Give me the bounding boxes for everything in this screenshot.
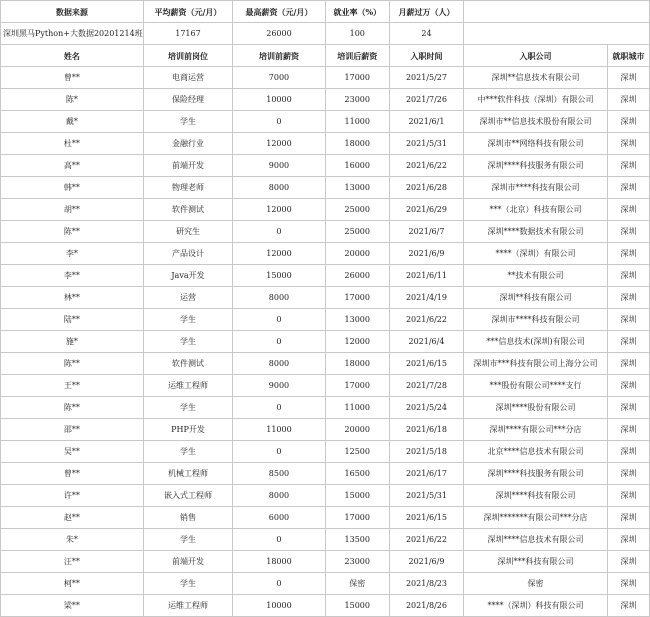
table-cell[interactable]: 保密 — [325, 573, 389, 595]
table-cell[interactable]: 吴** — [1, 441, 144, 463]
table-cell[interactable]: 深圳 — [607, 441, 649, 463]
table-cell[interactable]: 11000 — [233, 419, 325, 441]
table-cell[interactable]: 王** — [1, 375, 144, 397]
table-cell[interactable]: 汪** — [1, 551, 144, 573]
table-row — [1, 441, 650, 463]
table-cell[interactable]: 2021/6/15 — [389, 507, 463, 529]
table-cell[interactable]: 12000 — [325, 331, 389, 353]
table-cell[interactable]: 2021/6/11 — [389, 265, 463, 287]
table-cell[interactable]: 2021/5/24 — [389, 397, 463, 419]
table-cell[interactable]: 17000 — [325, 67, 389, 89]
table-cell[interactable]: 26000 — [325, 265, 389, 287]
table-cell[interactable]: 9000 — [233, 155, 325, 177]
table-cell[interactable]: 0 — [233, 573, 325, 595]
table-cell[interactable]: 产品设计 — [143, 243, 233, 265]
table-cell[interactable]: 2021/6/1 — [389, 111, 463, 133]
table-cell[interactable]: 9000 — [233, 375, 325, 397]
table-cell[interactable]: 深圳 — [607, 243, 649, 265]
table-cell[interactable]: 25000 — [325, 199, 389, 221]
table-cell[interactable]: 23000 — [325, 551, 389, 573]
table-cell[interactable]: 16500 — [325, 463, 389, 485]
table-cell[interactable]: 电商运营 — [143, 67, 233, 89]
summary-header-cell[interactable]: 月薪过万（人） — [389, 1, 463, 23]
table-cell[interactable]: 深圳 — [607, 155, 649, 177]
table-row — [1, 463, 650, 485]
table-row — [1, 133, 650, 155]
table-cell[interactable]: 深圳 — [607, 485, 649, 507]
table-cell[interactable]: 12000 — [233, 199, 325, 221]
table-cell[interactable]: 深圳*******有限公司***分店 — [464, 507, 608, 529]
empty-cell[interactable] — [464, 1, 650, 23]
table-cell[interactable]: 李* — [1, 243, 144, 265]
table-cell[interactable]: 销售 — [143, 507, 233, 529]
table-row — [1, 375, 650, 397]
table-cell[interactable]: 7000 — [233, 67, 325, 89]
table-cell[interactable]: 0 — [233, 309, 325, 331]
table-cell[interactable]: 曾** — [1, 67, 144, 89]
table-cell[interactable]: 2021/6/15 — [389, 353, 463, 375]
table-cell[interactable]: 2021/6/29 — [389, 199, 463, 221]
table-cell[interactable]: 陆** — [1, 309, 144, 331]
table-cell[interactable]: ***（北京）科技有限公司 — [464, 199, 608, 221]
table-cell[interactable]: 嵌入式工程师 — [143, 485, 233, 507]
table-cell[interactable]: 深圳 — [607, 309, 649, 331]
table-cell[interactable]: 深圳 — [607, 331, 649, 353]
table-cell[interactable]: 深圳****数据技术有限公司 — [464, 221, 608, 243]
summary-value-cell[interactable]: 17167 — [143, 23, 233, 45]
summary-value-cell[interactable]: 深圳黑马Python+大数据20201214班 — [1, 23, 144, 45]
table-cell[interactable]: 13500 — [325, 529, 389, 551]
table-cell[interactable]: 许** — [1, 485, 144, 507]
table-cell[interactable]: 2021/5/31 — [389, 133, 463, 155]
table-cell[interactable]: 17000 — [325, 287, 389, 309]
table-row — [1, 243, 650, 265]
table-cell[interactable]: 10000 — [233, 89, 325, 111]
table-cell[interactable]: 8000 — [233, 177, 325, 199]
table-cell[interactable]: 12000 — [233, 243, 325, 265]
table-cell[interactable]: 13000 — [325, 309, 389, 331]
table-cell[interactable]: 研究生 — [143, 221, 233, 243]
table-row — [1, 551, 650, 573]
table-cell[interactable]: 2021/6/22 — [389, 155, 463, 177]
summary-value-cell[interactable]: 26000 — [233, 23, 325, 45]
summary-header-cell[interactable]: 最高薪资（元/月） — [233, 1, 325, 23]
table-cell[interactable]: 2021/8/23 — [389, 573, 463, 595]
table-cell[interactable]: 15000 — [325, 485, 389, 507]
table-cell[interactable]: 赵** — [1, 507, 144, 529]
table-row — [1, 111, 650, 133]
table-cell[interactable]: 12500 — [325, 441, 389, 463]
table-cell[interactable]: 深圳 — [607, 89, 649, 111]
table-cell[interactable]: 深圳****股份有限公司 — [464, 397, 608, 419]
table-cell[interactable]: 深圳 — [607, 397, 649, 419]
table-cell[interactable]: 前端开发 — [143, 551, 233, 573]
table-cell[interactable]: 深圳 — [607, 507, 649, 529]
table-row — [1, 485, 650, 507]
table-cell[interactable]: 17000 — [325, 507, 389, 529]
summary-header-cell[interactable]: 就业率（%） — [325, 1, 389, 23]
table-cell[interactable]: 学生 — [143, 397, 233, 419]
table-cell[interactable]: 深圳 — [607, 529, 649, 551]
table-cell[interactable]: 深圳 — [607, 287, 649, 309]
column-header-cell[interactable]: 入职公司 — [464, 45, 608, 67]
table-row — [1, 397, 650, 419]
table-cell[interactable]: 2021/5/27 — [389, 67, 463, 89]
table-cell[interactable]: 深圳***科技有限公司 — [464, 551, 608, 573]
table-cell[interactable]: 0 — [233, 111, 325, 133]
table-cell[interactable]: 6000 — [233, 507, 325, 529]
table-cell[interactable]: 深圳****信息技术有限公司 — [464, 529, 608, 551]
table-cell[interactable]: 11000 — [325, 111, 389, 133]
table-cell[interactable]: 0 — [233, 331, 325, 353]
table-cell[interactable]: **技术有限公司 — [464, 265, 608, 287]
table-cell[interactable]: 软件测试 — [143, 353, 233, 375]
table-cell[interactable]: 前端开发 — [143, 155, 233, 177]
table-cell[interactable]: 2021/7/26 — [389, 89, 463, 111]
table-cell[interactable]: 陈** — [1, 353, 144, 375]
table-cell[interactable]: 2021/6/9 — [389, 551, 463, 573]
table-cell[interactable]: 深圳****有限公司***分店 — [464, 419, 608, 441]
table-row — [1, 595, 650, 617]
table-cell[interactable]: 15000 — [233, 265, 325, 287]
table-cell[interactable]: 20000 — [325, 243, 389, 265]
table-cell[interactable]: 8500 — [233, 463, 325, 485]
table-cell[interactable]: 2021/7/28 — [389, 375, 463, 397]
table-cell[interactable]: 深圳 — [607, 573, 649, 595]
table-cell[interactable]: ***信息技术(深圳)有限公司 — [464, 331, 608, 353]
table-cell[interactable]: ***股份有限公司****支行 — [464, 375, 608, 397]
table-cell[interactable]: 2021/6/7 — [389, 221, 463, 243]
table-cell[interactable]: 软件测试 — [143, 199, 233, 221]
table-row — [1, 353, 650, 375]
table-cell[interactable]: 邵** — [1, 419, 144, 441]
table-cell[interactable]: 梁** — [1, 595, 144, 617]
table-cell[interactable]: 韩** — [1, 177, 144, 199]
table-cell[interactable]: 深圳**科技有限公司 — [464, 287, 608, 309]
table-row — [1, 331, 650, 353]
table-cell[interactable]: 学生 — [143, 331, 233, 353]
table-cell[interactable]: 深圳 — [607, 419, 649, 441]
table-row — [1, 221, 650, 243]
table-cell[interactable]: 深圳 — [607, 177, 649, 199]
table-cell[interactable]: 保险经理 — [143, 89, 233, 111]
table-cell[interactable]: 深圳 — [607, 221, 649, 243]
table-cell[interactable]: 深圳 — [607, 353, 649, 375]
table-cell[interactable]: 2021/6/9 — [389, 243, 463, 265]
table-row — [1, 529, 650, 551]
table-cell[interactable]: 2021/6/28 — [389, 177, 463, 199]
table-cell[interactable]: 15000 — [325, 595, 389, 617]
table-cell[interactable]: ****（深圳）科技有限公司 — [464, 595, 608, 617]
table-cell[interactable]: 学生 — [143, 529, 233, 551]
table-cell[interactable]: PHP开发 — [143, 419, 233, 441]
table-cell[interactable]: 北京****信息技术有限公司 — [464, 441, 608, 463]
table-cell[interactable]: 深圳****科技服务有限公司 — [464, 155, 608, 177]
summary-values-row — [1, 23, 650, 45]
table-cell[interactable]: 2021/6/17 — [389, 463, 463, 485]
table-cell[interactable]: 12000 — [233, 133, 325, 155]
table-cell[interactable]: 深圳市**信息技术股份有限公司 — [464, 111, 608, 133]
table-row — [1, 419, 650, 441]
summary-value-cell[interactable]: 100 — [325, 23, 389, 45]
table-cell[interactable]: 深圳****科技有限公司 — [464, 485, 608, 507]
table-cell[interactable]: 2021/6/22 — [389, 529, 463, 551]
table-cell[interactable]: 0 — [233, 441, 325, 463]
table-cell[interactable]: 11000 — [325, 397, 389, 419]
table-cell[interactable]: 施* — [1, 331, 144, 353]
table-cell[interactable]: 10000 — [233, 595, 325, 617]
table-cell[interactable]: 杜** — [1, 133, 144, 155]
table-cell[interactable]: 保密 — [464, 573, 608, 595]
table-cell[interactable]: 17000 — [325, 375, 389, 397]
table-cell[interactable]: 学生 — [143, 111, 233, 133]
column-header-cell[interactable]: 培训后薪资 — [325, 45, 389, 67]
table-row — [1, 265, 650, 287]
table-cell[interactable]: 深圳**信息技术有限公司 — [464, 67, 608, 89]
table-cell[interactable]: 2021/6/22 — [389, 309, 463, 331]
table-cell[interactable]: 深圳 — [607, 375, 649, 397]
column-header-cell[interactable]: 培训前岗位 — [143, 45, 233, 67]
table-row — [1, 507, 650, 529]
empty-cell[interactable] — [464, 23, 650, 45]
summary-header-row — [1, 1, 650, 23]
table-cell[interactable]: 学生 — [143, 441, 233, 463]
table-cell[interactable]: 朱* — [1, 529, 144, 551]
column-header-cell[interactable]: 就职城市 — [607, 45, 649, 67]
table-cell[interactable]: 林** — [1, 287, 144, 309]
table-cell[interactable]: 2021/5/31 — [389, 485, 463, 507]
table-cell[interactable]: 2021/4/19 — [389, 287, 463, 309]
summary-header-cell[interactable]: 数据来源 — [1, 1, 144, 23]
table-cell[interactable]: 8000 — [233, 287, 325, 309]
table-cell[interactable]: 深圳 — [607, 199, 649, 221]
table-cell[interactable]: 2021/5/18 — [389, 441, 463, 463]
table-cell[interactable]: 16000 — [325, 155, 389, 177]
table-cell[interactable]: 2021/6/4 — [389, 331, 463, 353]
table-cell[interactable]: 2021/8/26 — [389, 595, 463, 617]
table-cell[interactable]: 学生 — [143, 309, 233, 331]
table-cell[interactable]: 25000 — [325, 221, 389, 243]
table-row — [1, 309, 650, 331]
table-cell[interactable]: 深圳 — [607, 111, 649, 133]
table-cell[interactable]: Java开发 — [143, 265, 233, 287]
table-cell[interactable]: 20000 — [325, 419, 389, 441]
summary-header-cell[interactable]: 平均薪资（元/月） — [143, 1, 233, 23]
table-cell[interactable]: 18000 — [233, 551, 325, 573]
table-row — [1, 155, 650, 177]
table-cell[interactable]: 胡** — [1, 199, 144, 221]
table-cell[interactable]: 深圳****科技服务有限公司 — [464, 463, 608, 485]
table-cell[interactable]: 金融行业 — [143, 133, 233, 155]
table-cell[interactable]: 物理老师 — [143, 177, 233, 199]
table-cell[interactable]: 18000 — [325, 133, 389, 155]
table-cell[interactable]: 深圳市***科技有限公司上海分公司 — [464, 353, 608, 375]
table-row — [1, 67, 650, 89]
column-header-cell[interactable]: 姓名 — [1, 45, 144, 67]
column-header-row — [1, 45, 650, 67]
table-cell[interactable]: 8000 — [233, 353, 325, 375]
column-header-cell[interactable]: 入职时间 — [389, 45, 463, 67]
table-cell[interactable]: 陈** — [1, 221, 144, 243]
table-cell[interactable]: 23000 — [325, 89, 389, 111]
table-cell[interactable]: 深圳市**网络科技有限公司 — [464, 133, 608, 155]
table-row — [1, 287, 650, 309]
table-cell[interactable]: 0 — [233, 221, 325, 243]
table-cell[interactable]: 柯** — [1, 573, 144, 595]
table-cell[interactable]: 深圳 — [607, 67, 649, 89]
table-row — [1, 573, 650, 595]
table-cell[interactable]: 机械工程师 — [143, 463, 233, 485]
table-cell[interactable]: 曾** — [1, 463, 144, 485]
summary-value-cell[interactable]: 24 — [389, 23, 463, 45]
table-cell[interactable]: 运营 — [143, 287, 233, 309]
table-cell[interactable]: 陈** — [1, 397, 144, 419]
table-cell[interactable]: 深圳市****科技有限公司 — [464, 309, 608, 331]
table-cell[interactable]: 李** — [1, 265, 144, 287]
table-cell[interactable]: 2021/6/18 — [389, 419, 463, 441]
table-cell[interactable]: 13000 — [325, 177, 389, 199]
table-cell[interactable]: 0 — [233, 397, 325, 419]
table-cell[interactable]: 运维工程师 — [143, 375, 233, 397]
table-cell[interactable]: 中***软件科技（深圳）有限公司 — [464, 89, 608, 111]
table-row — [1, 177, 650, 199]
table-row — [1, 199, 650, 221]
table-cell[interactable]: 深圳 — [607, 551, 649, 573]
table-cell[interactable]: 18000 — [325, 353, 389, 375]
table-cell[interactable]: 运维工程师 — [143, 595, 233, 617]
table-cell[interactable]: 深圳 — [607, 133, 649, 155]
table-cell[interactable]: 深圳 — [607, 463, 649, 485]
column-header-cell[interactable]: 培训前薪资 — [233, 45, 325, 67]
table-cell[interactable]: ****（深圳）有限公司 — [464, 243, 608, 265]
table-cell[interactable]: 陈* — [1, 89, 144, 111]
table-cell[interactable]: 戴* — [1, 111, 144, 133]
table-cell[interactable]: 0 — [233, 529, 325, 551]
table-cell[interactable]: 8000 — [233, 485, 325, 507]
table-cell[interactable]: 高** — [1, 155, 144, 177]
table-row — [1, 89, 650, 111]
table-cell[interactable]: 学生 — [143, 573, 233, 595]
table-cell[interactable]: 深圳 — [607, 595, 649, 617]
table-cell[interactable]: 深圳 — [607, 265, 649, 287]
table-cell[interactable]: 深圳市****科技有限公司 — [464, 177, 608, 199]
